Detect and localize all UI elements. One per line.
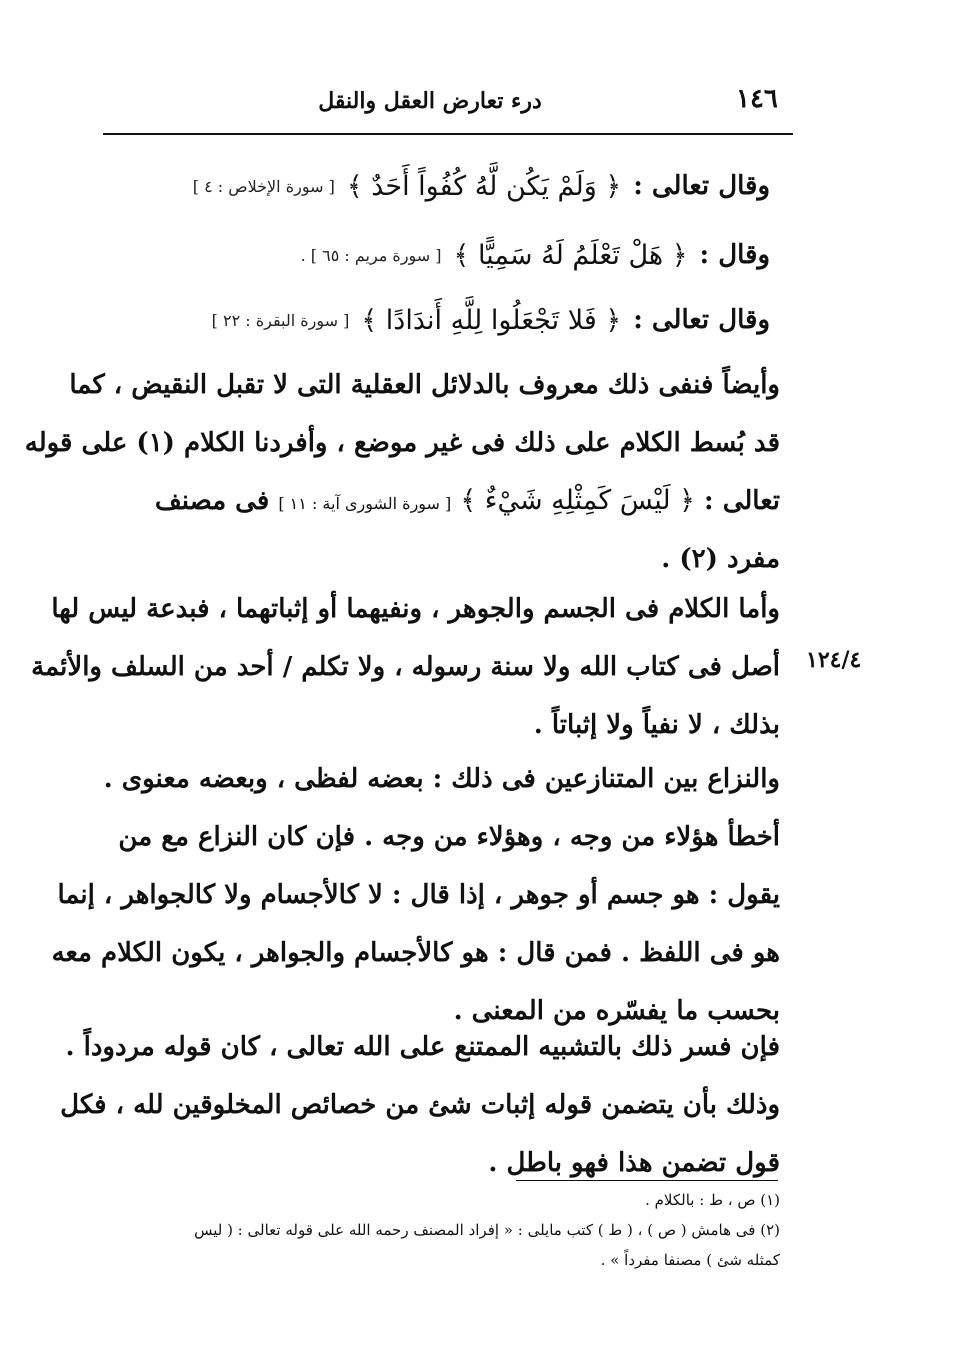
paragraph-line: وذلك بأن يتضمن قوله إثبات شئ من خصائص المخلوقين لله ، فكل bbox=[60, 1090, 780, 1120]
paragraph-line: قد بُسط الكلام على ذلك فى غير موضع ، وأفردنا الكلام (١) على قوله bbox=[24, 428, 780, 458]
footnote-divider bbox=[516, 1180, 778, 1181]
paragraph-line: بحسب ما يفسّره من المعنى . bbox=[453, 996, 780, 1026]
verse-intro: وقال تعالى : bbox=[633, 171, 770, 201]
verse-line-3 bbox=[130, 300, 770, 340]
paragraph-line: هو فى اللفظ . فمن قال : هو كالأجسام والجواهر ، يكون الكلام معه bbox=[51, 938, 780, 968]
footnotes bbox=[128, 1185, 780, 1275]
paragraph-text: تعالى : bbox=[704, 486, 780, 516]
paragraph-line: بذلك ، لا نفياً ولا إثباتاً . bbox=[533, 710, 780, 740]
verse-intro: وقال تعالى : bbox=[633, 305, 770, 335]
paragraph-4 bbox=[60, 1018, 780, 1192]
paragraph-line: وأيضاً فنفى ذلك معروف بالدلائل العقلية التى لا تقبل النقيض ، كما bbox=[69, 370, 780, 400]
page-number: ١٤٦ bbox=[736, 84, 778, 114]
footnote-1: (١) ص ، ط : بالكلام . bbox=[645, 1191, 780, 1209]
paragraph-2 bbox=[31, 580, 780, 754]
paragraph-line: أصل فى كتاب الله ولا سنة رسوله ، ولا تكلم / أحد من السلف والأئمة bbox=[31, 652, 780, 682]
paragraph-line: فإن فسر ذلك بالتشبيه الممتنع على الله تعالى ، كان قوله مردوداً . bbox=[65, 1032, 780, 1062]
verse-reference: [ سورة مريم : ٦٥ ] . bbox=[300, 245, 442, 265]
verse-reference: [ سورة الإخلاص : ٤ ] bbox=[192, 176, 335, 196]
quran-verse: ﴿ هَلْ تَعْلَمُ لَهُ سَمِيًّا ﴾ bbox=[453, 239, 688, 271]
paragraph-3 bbox=[51, 750, 780, 1040]
paragraph-line: قول تضمن هذا فهو باطل . bbox=[488, 1148, 780, 1178]
paragraph-line: يقول : هو جسم أو جوهر ، إذا قال : لا كالأجسام ولا كالجواهر ، إنما bbox=[57, 880, 780, 910]
paragraph-line: والنزاع بين المتنازعين فى ذلك : بعضه لفظى ، وبعضه معنوى . bbox=[103, 764, 780, 794]
quran-verse: ﴿ لَيْسَ كَمِثْلِهِ شَيْءٌ ﴾ bbox=[460, 485, 695, 516]
verse-intro: وقال : bbox=[699, 240, 770, 270]
footnote-2-line-2: كمثله شئ ) مصنفا مفرداً » . bbox=[600, 1251, 780, 1269]
footnote-2-line-1: (٢) فى هامش ( ص ) ، ( ط ) كتب مايلى : « إفراد المصنف رحمه الله على قوله تعالى : ( ليس bbox=[194, 1221, 780, 1239]
verse-line-1 bbox=[130, 166, 770, 206]
verse-reference: [ سورة الشورى آية : ١١ ] bbox=[278, 494, 452, 513]
quran-verse: ﴿ وَلَمْ يَكُن لَّهُ كُفُواً أَحَدٌ ﴾ bbox=[346, 170, 622, 202]
paragraph-text: فى مصنف bbox=[154, 486, 270, 516]
paragraph-1 bbox=[24, 356, 780, 588]
verse-line-2 bbox=[130, 235, 770, 275]
paragraph-line: وأما الكلام فى الجسم والجوهر ، ونفيهما أو إثباتهما ، فبدعة ليس لها bbox=[51, 594, 780, 624]
header-divider bbox=[103, 133, 793, 135]
margin-page-reference: ١٢٤/٤ bbox=[806, 647, 862, 673]
paragraph-line: أخطأ هؤلاء من وجه ، وهؤلاء من وجه . فإن كان النزاع مع من bbox=[118, 822, 780, 852]
quran-verse: ﴿ فَلا تَجْعَلُوا لِلَّهِ أَندَادًا ﴾ bbox=[361, 304, 622, 336]
running-header-title: درء تعارض العقل والنقل bbox=[318, 88, 542, 114]
paragraph-line: مفرد (٢) . bbox=[661, 544, 780, 574]
paragraph-line bbox=[120, 472, 780, 530]
verse-reference: [ سورة البقرة : ٢٢ ] bbox=[211, 310, 350, 330]
